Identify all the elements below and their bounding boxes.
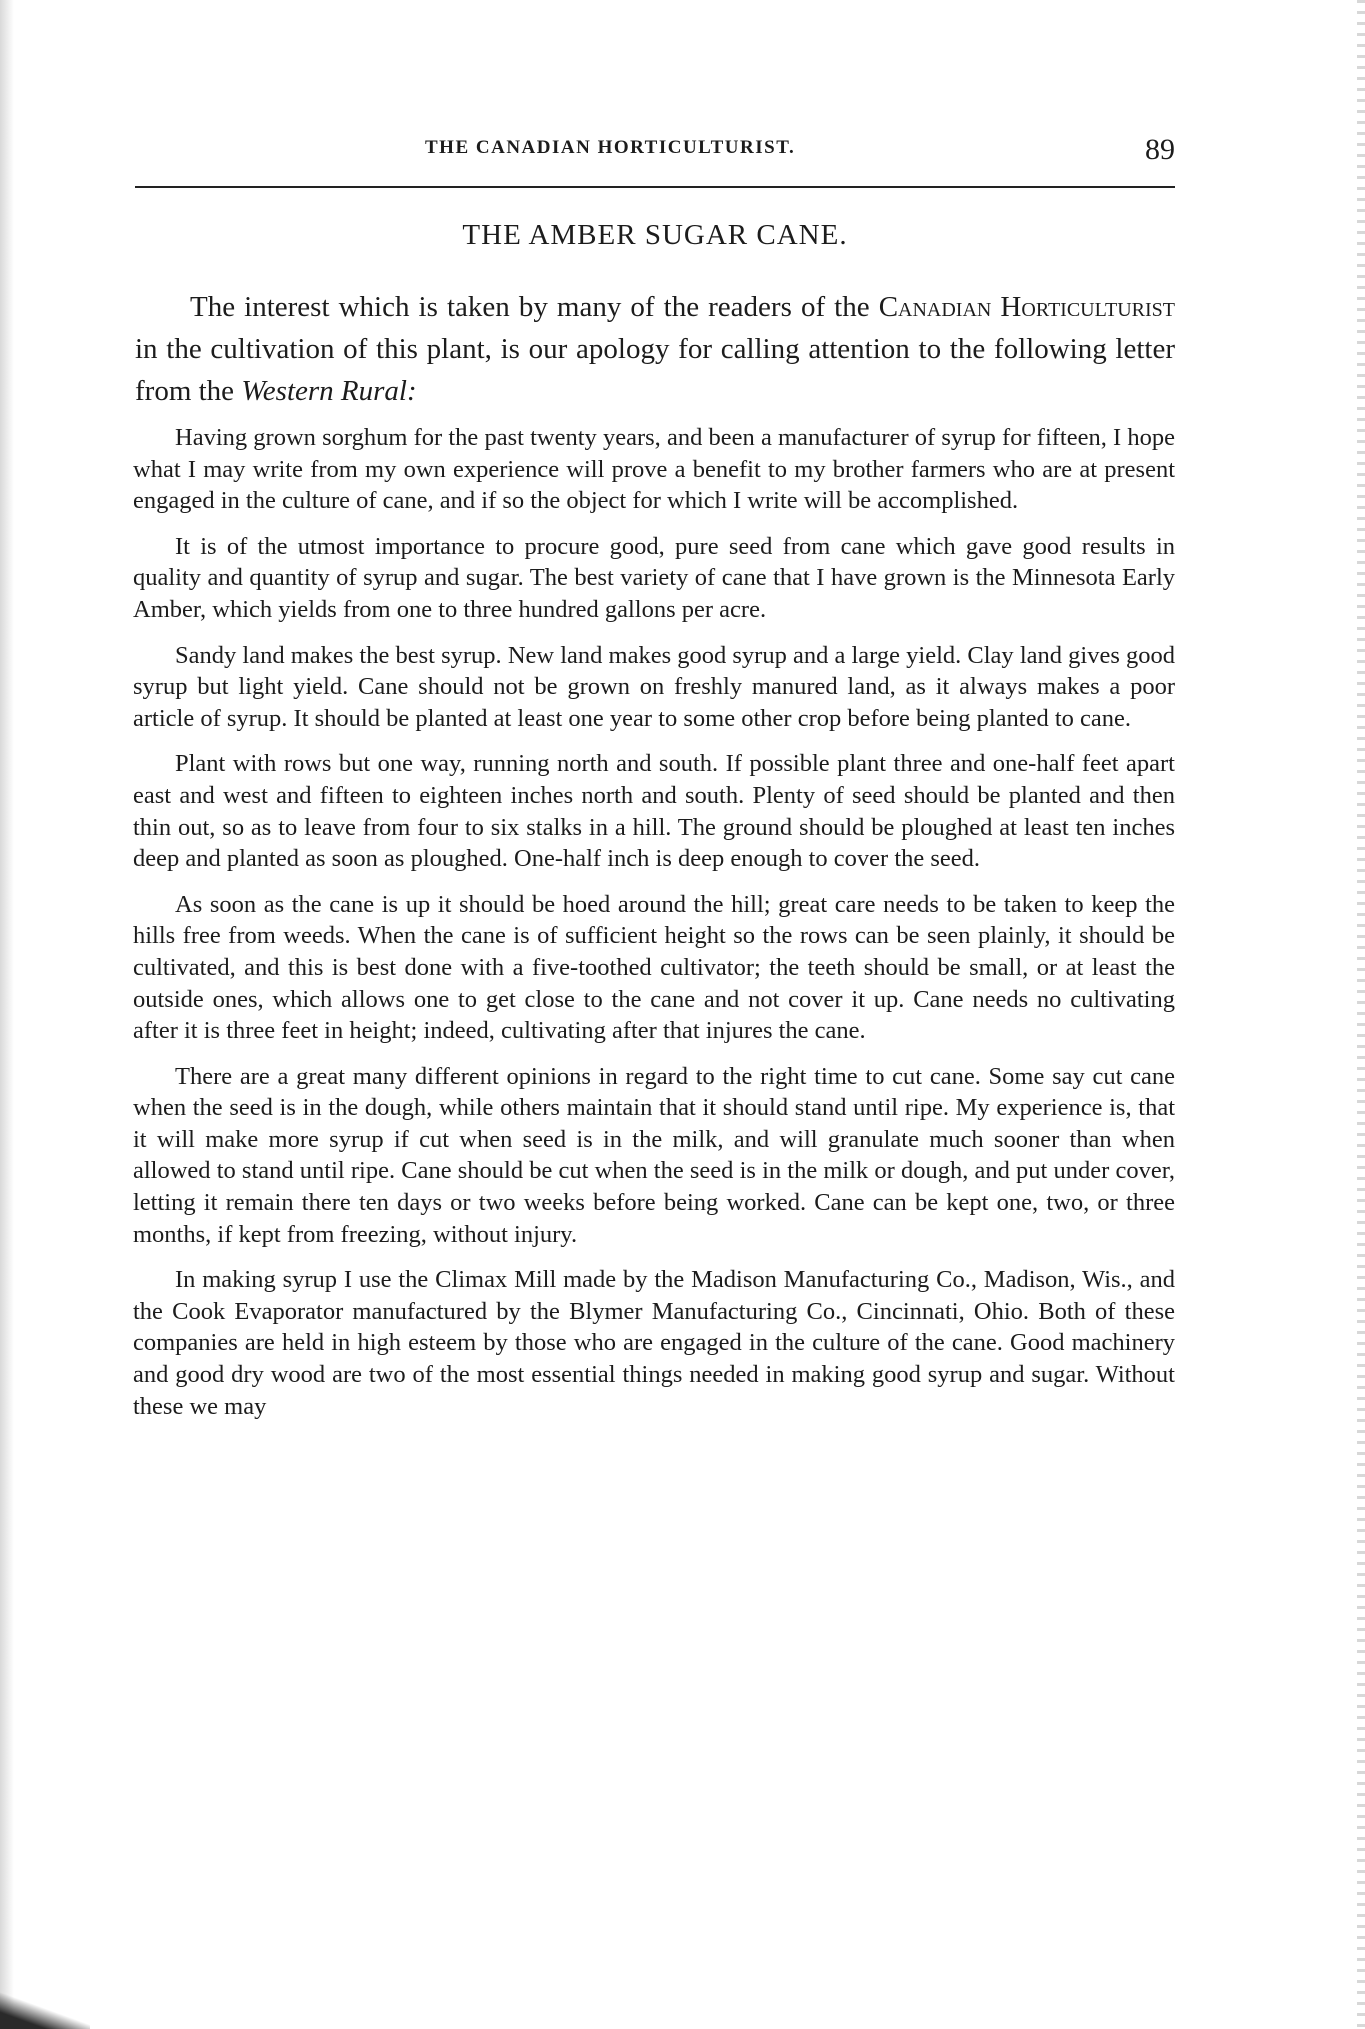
running-title: THE CANADIAN HORTICULTURIST.	[425, 137, 796, 158]
paragraph: Plant with rows but one way, running north and south. If possible plant three and one-half feet apart east and west and fifteen to eighteen inches north and south. Plenty of seed should be planted and then thin out, so as to leave from four to six stalks in a hill. The ground should be ploughed at least ten inches deep and planted as soon as ploughed. One-half inch is deep enough to cover the seed.	[133, 750, 1175, 873]
paragraph: In making syrup I use the Climax Mill made by the Madison Manufacturing Co., Madison, Wis., and the Cook Evaporator manufactured by the Blymer Manufacturing Co., Cincinnati, Ohio. Both of these companies are held in high esteem by those who are engaged in the culture of the cane. Good machinery and good dry wood are two of the most essential things needed in making good syrup and sugar. Without these we may	[133, 1266, 1175, 1420]
paragraph: Sandy land makes the best syrup. New land makes good syrup and a large yield. Clay land gives good syrup but light yield. Cane should not be grown on freshly manured land, as it always makes a poor article of syrup. It should be planted at least one year to some other crop before being planted to cane.	[133, 641, 1175, 732]
magazine-name: Canadian Horticulturist	[878, 291, 1175, 323]
source-name: Western Rural:	[241, 375, 417, 407]
page-gutter-shadow	[0, 0, 14, 2029]
letter-body	[133, 422, 1175, 1436]
intro-text-1: The interest which is taken by many of the readers of the	[190, 291, 879, 323]
page-edge-marks	[1357, 0, 1365, 2029]
paragraph: As soon as the cane is up it should be hoed around the hill; great care needs to be taken to keep the hills free from weeds. When the cane is of sufficient height so the rows can be seen plainly, it should be cultivated, and this is best done with a five-toothed cultivator; the teeth should be small, or at least the outside ones, which allows one to get close to the cane and not cover it up. Cane needs no cultivating after it is three feet in height; indeed, cultivating after that injures the cane.	[133, 890, 1175, 1045]
header-rule	[135, 186, 1175, 188]
page-corner-shadow	[0, 1969, 90, 2029]
running-head	[135, 133, 1175, 173]
paragraph: It is of the utmost importance to procure good, pure seed from cane which gave good results in quality and quantity of syrup and sugar. The best variety of cane that I have grown is the Minnesota Early Amber, which yields from one to three hundred gallons per acre.	[133, 532, 1175, 623]
page-number: 89	[1145, 133, 1175, 166]
paragraph: Having grown sorghum for the past twenty years, and been a manufacturer of syrup for fifteen, I hope what I may write from my own experience will prove a benefit to my brother farmers who are at present engaged in the culture of cane, and if so the object for which I write will be accomplished.	[133, 424, 1175, 515]
paragraph: There are a great many different opinions in regard to the right time to cut cane. Some say cut cane when the seed is in the dough, while others maintain that it should stand until ripe. My experience is, that it will make more syrup if cut when seed is in the milk, and will granulate much sooner than when allowed to stand until ripe. Cane should be cut when the seed is in the milk or dough, and put under cover, letting it remain there ten days or two weeks before being worked. Cane can be kept one, two, or three months, if kept from freezing, without injury.	[133, 1062, 1175, 1248]
intro-text-2: in the cultivation of this plant, is our apology for calling attention to the following letter from the	[135, 333, 1175, 407]
editor-introduction	[135, 286, 1175, 412]
article-title: THE AMBER SUGAR CANE.	[462, 219, 848, 251]
